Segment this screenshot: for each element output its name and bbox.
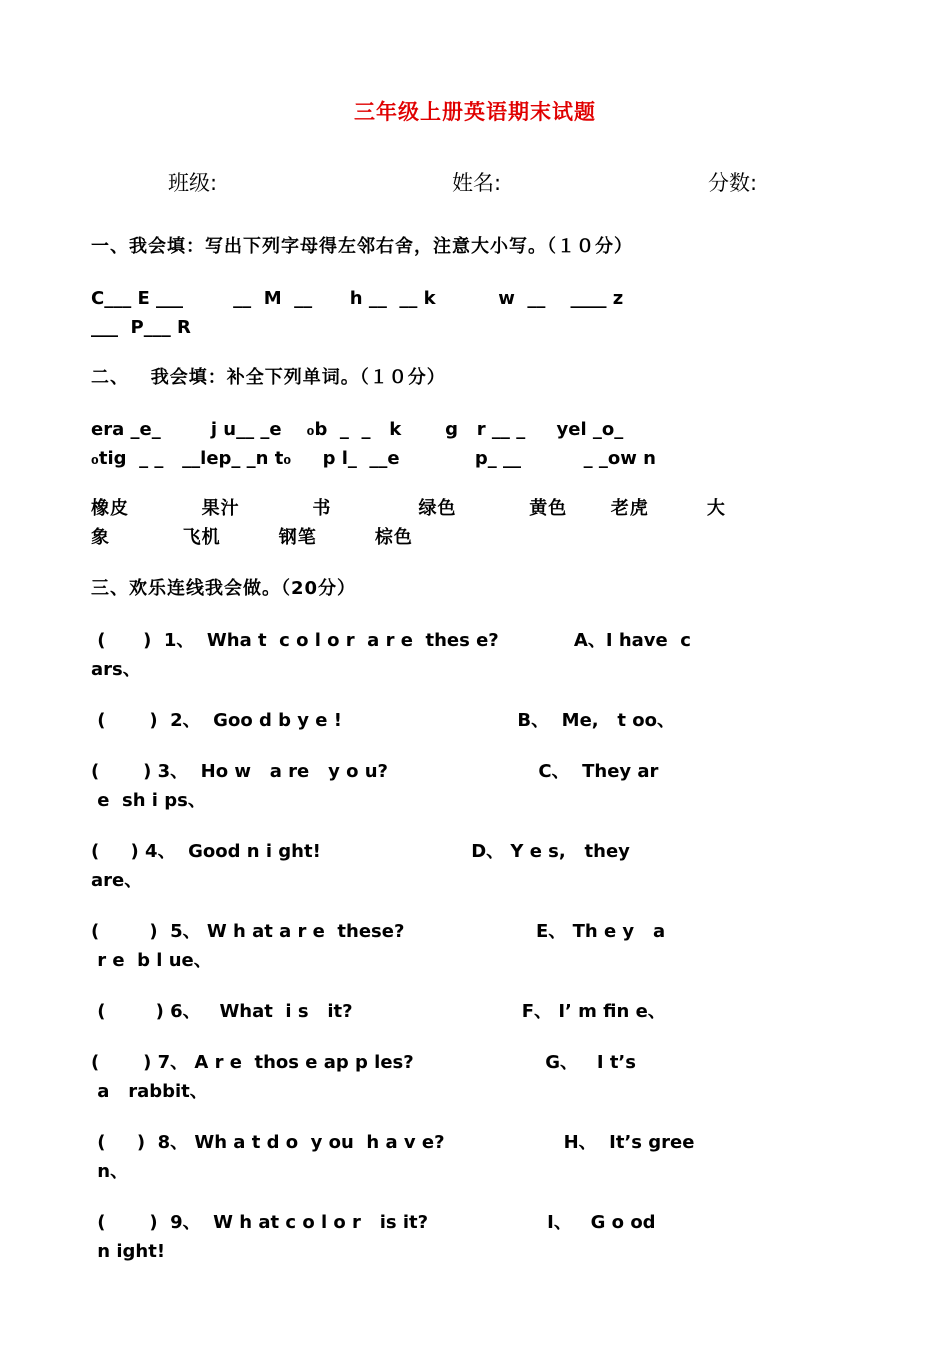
question-8-line1: ( ) 8、 Wh a t d o y ou h a v e? H、 It’s gree xyxy=(91,1132,695,1153)
page-title: 三年级上册英语期末试题 xyxy=(354,100,596,124)
question-3-line1: ( ) 3、 Ho w a re y o u? C、 They ar xyxy=(91,761,659,782)
section2-words-line2: ₀tig _ _ __lep_ _n t₀ p l_ __e p_ __ _ _ow n xyxy=(91,448,656,469)
section2-heading: 二、 我会填：补全下列单词。（１０分） xyxy=(91,367,446,388)
question-5-line2: r e b l ue、 xyxy=(91,950,212,971)
question-5-line1: ( ) 5、 W h at a r e these? E、 Th e y a xyxy=(91,921,666,942)
section2-words-line1: era _e_ j u__ _e ₀b _ _ k g r __ _ yel _o_ xyxy=(91,419,624,440)
question-4-line2: are、 xyxy=(91,870,143,891)
question-3-line2: e sh i ps、 xyxy=(91,790,206,811)
section2-meanings-line1: 橡皮 果汁 书 绿色 黄色 老虎 大 xyxy=(91,498,726,519)
section3-heading: 三、欢乐连线我会做。（20分） xyxy=(91,578,357,599)
section2-meanings-line2: 象 飞机 钢笔 棕色 xyxy=(91,527,413,548)
name-label: 姓名: xyxy=(452,171,502,195)
question-9-line2: n ight! xyxy=(91,1241,166,1262)
question-8-line2: n、 xyxy=(91,1161,129,1182)
score-label: 分数: xyxy=(708,171,758,195)
section1-heading: 一、我会填：写出下列字母得左邻右舍，注意大小写。（１０分） xyxy=(91,236,633,257)
question-4-line1: ( ) 4、 Good n i ght! D、 Y e s, they xyxy=(91,841,630,862)
class-label: 班级: xyxy=(168,171,218,195)
question-9-line1: ( ) 9、 W h at c o l o r is it? I、 G o od xyxy=(91,1212,656,1233)
question-1-line1: ( ) 1、 Wha t c o l o r a r e thes e? A、I have c xyxy=(91,630,691,651)
question-2-line1: ( ) 2、 Goo d b y e ! B、 Me, t oo、 xyxy=(91,710,676,731)
question-7-line2: a rabbit、 xyxy=(91,1081,208,1102)
section1-letters-line1: C___ E ___ __ M __ h __ __ k w __ ____ z xyxy=(91,288,624,309)
section1-letters-line2: ___ P___ R xyxy=(91,317,191,338)
question-6-line1: ( ) 6、 What i s it? F、 I’ m fin e、 xyxy=(91,1001,666,1022)
question-1-line2: ars、 xyxy=(91,659,141,680)
question-7-line1: ( ) 7、 A r e thos e ap p les? G、 I t’s xyxy=(91,1052,636,1073)
